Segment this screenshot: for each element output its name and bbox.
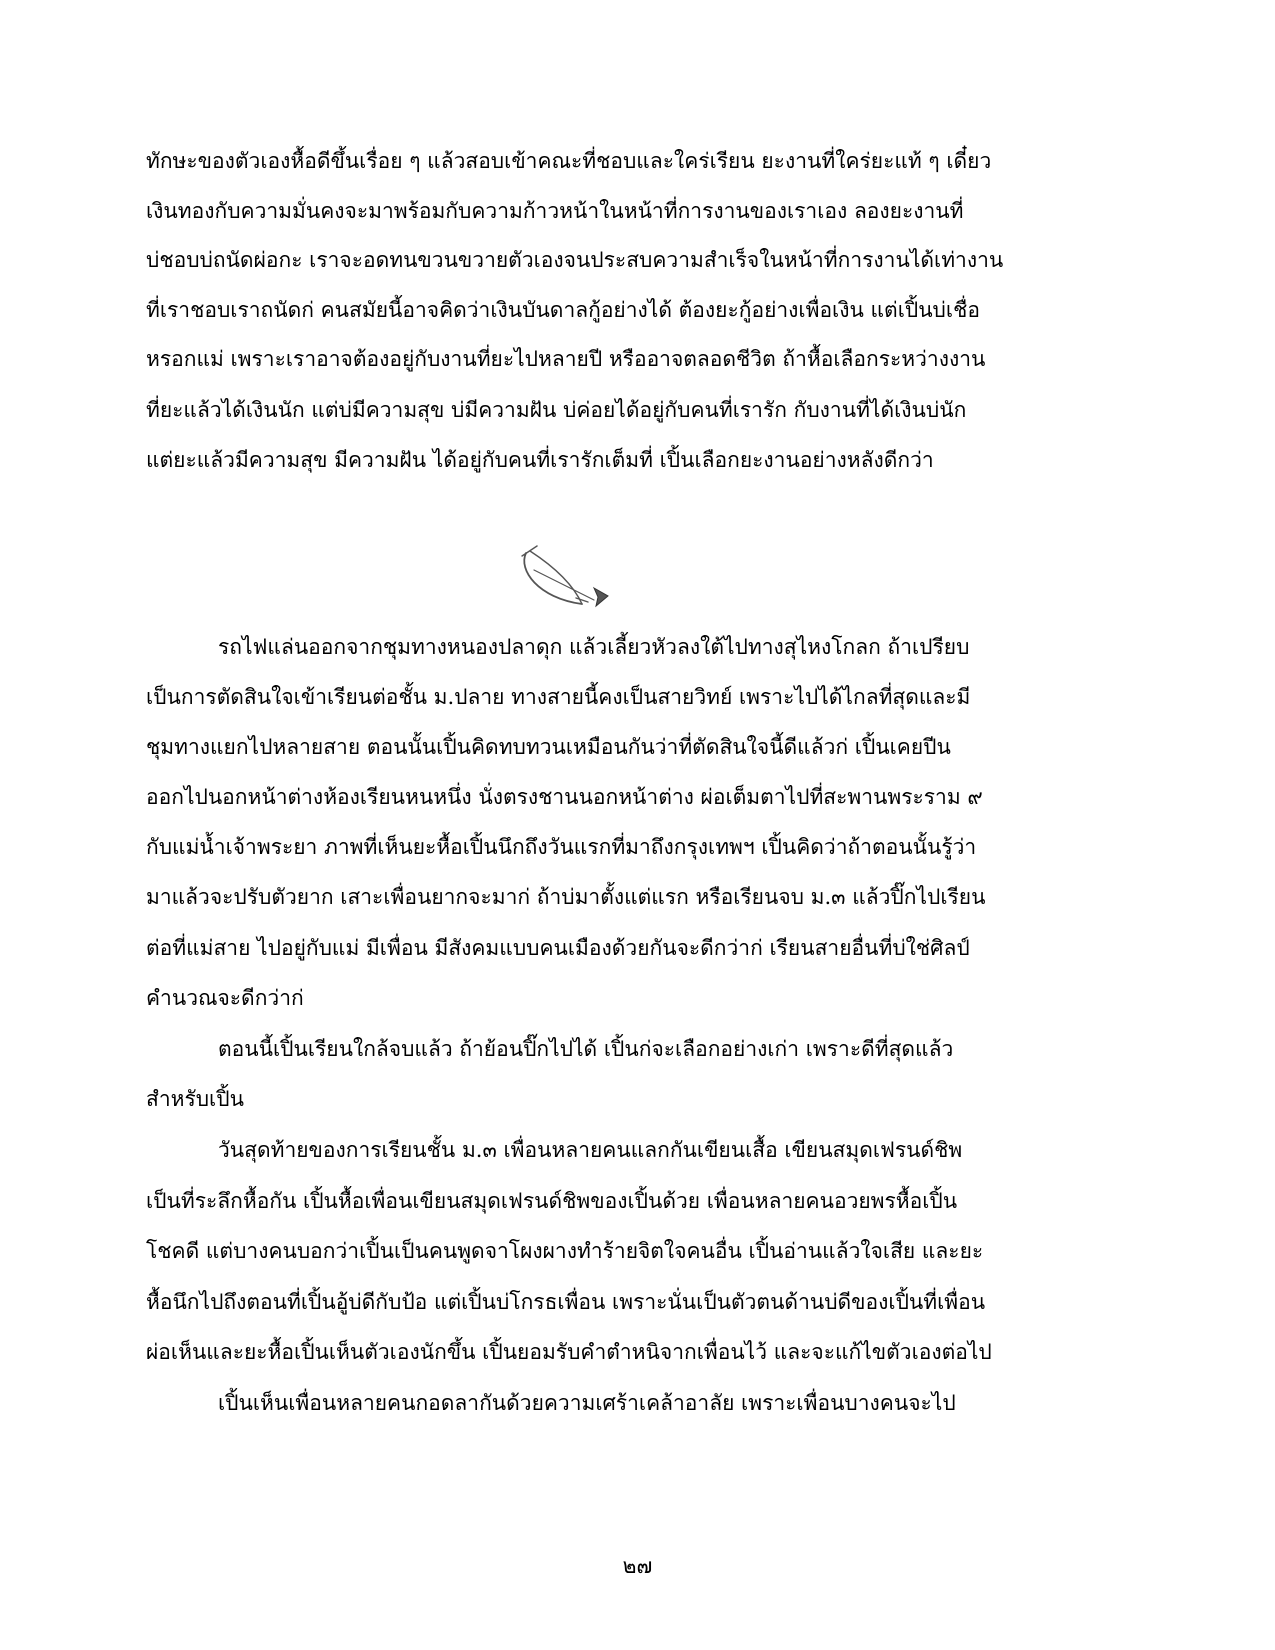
paragraph-line: หื้อนึกไปถึงตอนที่เปิ้นอู้บ่ดีกับป้อ แต่เปิ้นบ่โกรธเพื่อน เพราะนั่นเป็นตัวตนด้านบ่ดีของเปิ้นที่เพื่อน — [146, 1290, 986, 1314]
paragraph-line: โชคดี แต่บางคนบอกว่าเปิ้นเป็นคนพูดจาโผงผางทำร้ายจิตใจคนอื่น เปิ้นอ่านแล้วใจเสีย และยะ — [146, 1239, 984, 1263]
bow-and-arrow-ornament — [510, 540, 645, 635]
paragraph-line: กับแม่น้ำเจ้าพระยา ภาพที่เห็นยะหื้อเปิ้นนึกถึงวันแรกที่มาถึงกรุงเทพฯ เปิ้นคิดว่าถ้าตอนนั้นรู้ว่า — [146, 835, 977, 859]
paragraph-line: บ่ชอบบ่ถนัดผ่อกะ เราจะอดทนขวนขวายตัวเองจนประสบความสำเร็จในหน้าที่การงานได้เท่างาน — [146, 248, 1004, 272]
arrow-shaft-icon — [534, 570, 594, 600]
paragraph-line: ทักษะของตัวเองหื้อดีขึ้นเรื่อย ๆ แล้วสอบเข้าคณะที่ชอบและใคร่เรียน ยะงานที่ใคร่ยะแท้ ๆ เดี๋ยว — [146, 149, 992, 173]
bow-limb-icon — [524, 553, 582, 604]
paragraph-line: มาแล้วจะปรับตัวยาก เสาะเพื่อนยากจะมาก่ ถ้าบ่มาตั้งแต่แรก หรือเรียนจบ ม.๓ แล้วปิ๊กไปเรียน — [146, 885, 986, 909]
paragraph-line: รถไฟแล่นออกจากชุมทางหนองปลาดุก แล้วเลี้ยวหัวลงใต้ไปทางสุไหงโกลก ถ้าเปรียบ — [218, 635, 970, 659]
paragraph-line: ผ่อเห็นและยะหื้อเปิ้นเห็นตัวเองนักขึ้น เปิ้นยอมรับคำตำหนิจากเพื่อนไว้ และจะแก้ไขตัวเองต่อไป — [146, 1340, 992, 1364]
paragraph-line: คำนวณจะดีกว่าก่ — [146, 986, 304, 1010]
paragraph-line: หรอกแม่ เพราะเราอาจต้องอยู่กับงานที่ยะไปหลายปี หรืออาจตลอดชีวิต ถ้าหื้อเลือกระหว่างงาน — [146, 347, 986, 371]
paragraph-line: แต่ยะแล้วมีความสุข มีความฝัน ได้อยู่กับคนที่เรารักเต็มที่ เปิ้นเลือกยะงานอย่างหลังดีกว่า — [146, 448, 934, 472]
paragraph-line: เปิ้นเห็นเพื่อนหลายคนกอดลากันด้วยความเศร้าเคล้าอาลัย เพราะเพื่อนบางคนจะไป — [218, 1391, 956, 1415]
paragraph-line: เงินทองกับความมั่นคงจะมาพร้อมกับความก้าวหน้าในหน้าที่การงานของเราเอง ลองยะงานที่ — [146, 199, 964, 223]
paragraph-line: เป็นการตัดสินใจเข้าเรียนต่อชั้น ม.ปลาย ทางสายนี้คงเป็นสายวิทย์ เพราะไปได้ไกลที่สุดและมี — [146, 685, 971, 709]
paragraph-line: วันสุดท้ายของการเรียนชั้น ม.๓ เพื่อนหลายคนแลกกันเขียนเสื้อ เขียนสมุดเฟรนด์ชิพ — [218, 1138, 963, 1162]
arrowhead-icon — [594, 588, 608, 606]
bow-string-icon — [530, 551, 582, 604]
page-number: ๒๗ — [622, 1554, 653, 1578]
arrow-wrap — [576, 598, 588, 602]
paragraph-line: เป็นที่ระลึกหื้อกัน เปิ้นหื้อเพื่อนเขียนสมุดเฟรนด์ชิพของเปิ้นด้วย เพื่อนหลายคนอวยพรหื้อเปิ้น — [146, 1189, 958, 1213]
paragraph-line: ต่อที่แม่สาย ไปอยู่กับแม่ มีเพื่อน มีสังคมแบบคนเมืองด้วยกันจะดีกว่าก่ เรียนสายอื่นที่บ่ใช่ศิลป์ — [146, 936, 970, 960]
paragraph-line: สำหรับเปิ้น — [146, 1087, 244, 1111]
paragraph-line: ที่ยะแล้วได้เงินนัก แต่บ่มีความสุข บ่มีความฝัน บ่ค่อยได้อยู่กับคนที่เรารัก กับงานที่ได้เงินบ่นัก — [146, 398, 967, 422]
paragraph-line: ที่เราชอบเราถนัดก่ คนสมัยนี้อาจคิดว่าเงินบันดาลกู้อย่างได้ ต้องยะกู้อย่างเพื่อเงิน แต่เปิ้นบ่เชื่อ — [146, 298, 980, 322]
paragraph-line: ชุมทางแยกไปหลายสาย ตอนนั้นเปิ้นคิดทบทวนเหมือนกันว่าที่ตัดสินใจนี้ดีแล้วก่ เปิ้นเคยปีน — [146, 735, 951, 759]
paragraph-line: ตอนนี้เปิ้นเรียนใกล้จบแล้ว ถ้าย้อนปิ๊กไปได้ เปิ้นก่จะเลือกอย่างเก่า เพราะดีที่สุดแล้ว — [218, 1037, 954, 1061]
paragraph-line: ออกไปนอกหน้าต่างห้องเรียนหนหนึ่ง นั่งตรงชานนอกหน้าต่าง ผ่อเต็มตาไปที่สะพานพระราม ๙ — [146, 785, 983, 809]
